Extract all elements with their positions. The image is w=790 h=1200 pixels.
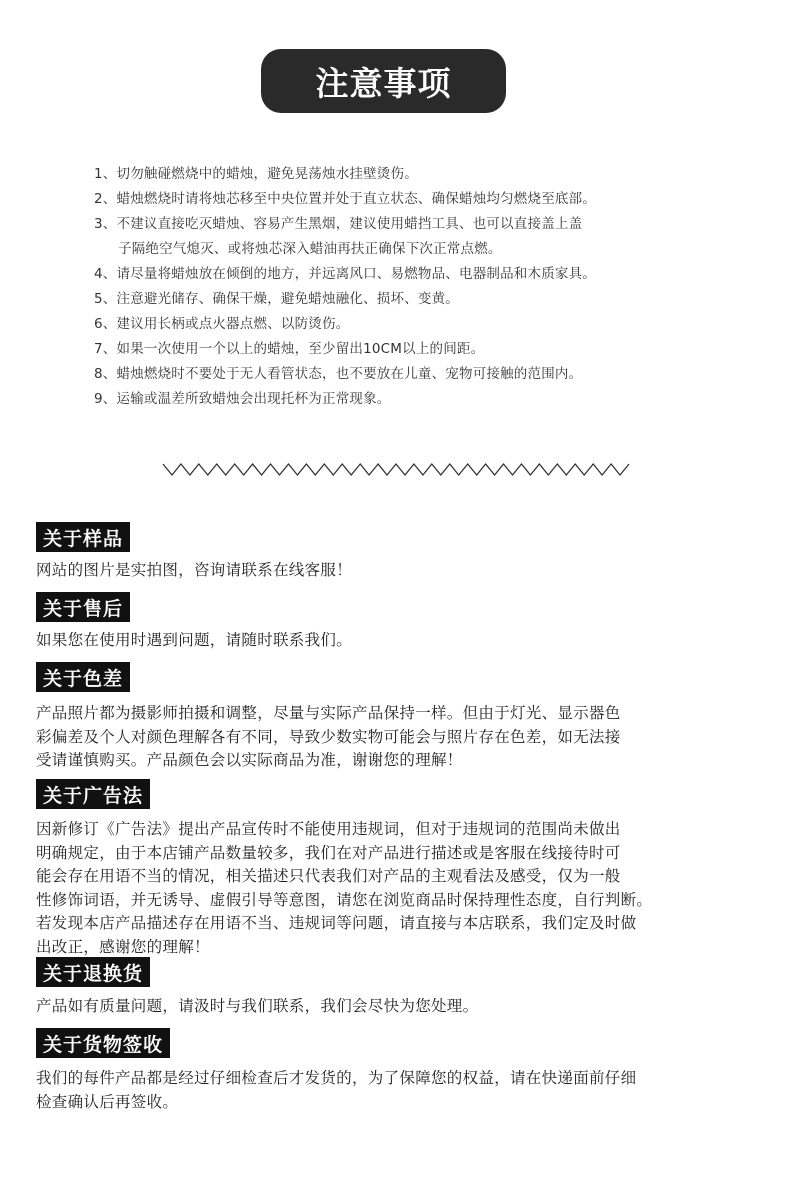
section-line: 彩偏差及个人对颜色理解各有不同，导致少数实物可能会与照片存在色差，如无法接 (36, 727, 621, 746)
section-body (36, 1067, 736, 1114)
section-line: 如果您在使用时遇到问题，请随时联系我们。 (36, 631, 353, 649)
section-line: 网站的图片是实拍图，咨询请联系在线客服！ (36, 561, 353, 579)
section-line: 检查确认后再签收。 (36, 1092, 179, 1111)
note-item (94, 162, 734, 187)
page-title: 注意事项 (315, 63, 452, 103)
note-text: 7、如果一次使用一个以上的蜡烛，至少留出10CM以上的间距。 (94, 341, 485, 357)
note-text: 8、蜡烛燃烧时不要处于无人看管状态，也不要放在儿童、宠物可接触的范围内。 (94, 366, 583, 382)
note-item (94, 337, 734, 362)
section-body (36, 995, 736, 1019)
section-heading: 关于货物签收 (36, 1028, 170, 1058)
section-heading: 关于售后 (36, 592, 130, 622)
section-body (36, 702, 736, 773)
note-text: 1、切勿触碰燃烧中的蜡烛，避免晃荡烛水挂壁烫伤。 (94, 166, 418, 182)
note-item (94, 212, 734, 262)
section-body (36, 559, 736, 583)
note-text: 2、蜡烛燃烧时请将烛芯移至中央位置并处于直立状态、确保蜡烛均匀燃烧至底部。 (94, 191, 596, 207)
title-banner (261, 49, 506, 113)
section-heading: 关于样品 (36, 522, 130, 552)
section-body (36, 818, 736, 959)
section-line: 受请谨慎购买。产品颜色会以实际商品为准，谢谢您的理解！ (36, 751, 463, 769)
note-text: 4、请尽量将蜡烛放在倾倒的地方，并远离风口、易燃物品、电器制品和木质家具。 (94, 266, 596, 282)
note-item (94, 387, 734, 412)
section-body (36, 629, 736, 653)
section-line: 出改正，感谢您的理解！ (36, 937, 210, 956)
precautions-list (94, 162, 734, 412)
section-heading: 关于退换货 (36, 957, 150, 987)
note-item (94, 287, 734, 312)
section-heading: 关于广告法 (36, 779, 150, 809)
note-item (94, 362, 734, 387)
section-line: 我们的每件产品都是经过仔细检查后才发货的，为了保障您的权益，请在快递面前仔细 (36, 1069, 637, 1087)
note-text: 5、注意避光储存、确保干燥，避免蜡烛融化、损坏、变黄。 (94, 291, 459, 307)
section-line: 明确规定，由于本店铺产品数量较多，我们在对产品进行描述或是客服在线接待时可 (36, 843, 621, 862)
note-text-continued: 子隔绝空气熄灭、或将烛芯深入蜡油再扶正确保下次正常点燃。 (118, 241, 502, 257)
section-line: 能会存在用语不当的情况，相关描述只代表我们对产品的主观看法及感受，仅为一般 (36, 867, 621, 885)
section-heading: 关于色差 (36, 662, 130, 692)
section-line: 若发现本店产品描述存在用语不当、违规词等问题，请直接与本店联系，我们定及时做 (36, 914, 637, 932)
section-line: 因新修订《广告法》提出产品宣传时不能使用违规词，但对于违规词的范围尚未做出 (36, 820, 621, 838)
section-line: 产品如有质量问题，请汲时与我们联系，我们会尽快为您处理。 (36, 997, 479, 1015)
note-text: 6、建议用长柄或点火器点燃、以防烫伤。 (94, 316, 350, 332)
section-line: 产品照片都为摄影师拍摄和调整，尽量与实际产品保持一样。但由于灯光、显示器色 (36, 704, 621, 722)
zigzag-divider (161, 462, 631, 478)
note-item (94, 312, 734, 337)
note-text: 9、运输或温差所致蜡烛会出现托杯为正常现象。 (94, 391, 391, 407)
note-item (94, 187, 734, 212)
note-item (94, 262, 734, 287)
note-text: 3、不建议直接吃灭蜡烛、容易产生黑烟，建议使用蜡挡工具、也可以直接盖上盖 (94, 216, 583, 232)
section-line: 性修饰词语，并无诱导、虚假引导等意图，请您在浏览商品时保持理性态度，自行判断。 (36, 890, 653, 909)
